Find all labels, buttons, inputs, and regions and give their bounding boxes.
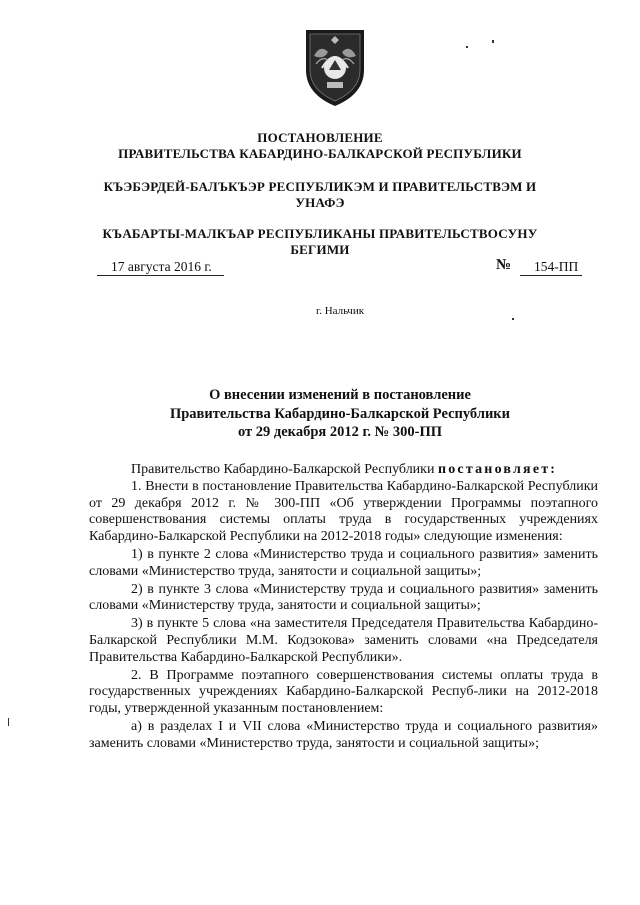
scan-speck xyxy=(466,46,468,48)
coat-of-arms-emblem xyxy=(300,26,370,108)
kabardian-heading-line1: КЪЭБЭРДЕЙ-БАЛЪКЪЭР РЕСПУБЛИКЭМ И ПРАВИТЕЛЬСТВЭМ И xyxy=(103,179,537,194)
document-body xyxy=(89,462,598,753)
title-line2: Правительства Кабардино-Балкарской Республики xyxy=(169,405,511,422)
paragraph-2: 2. В Программе поэтапного совершенствования системы оплаты труда в государственных учреждениях Кабардино-Балкарской Респуб-лики на 2012-2018 годы, утвержденной указанным постановлением: xyxy=(89,667,598,717)
balkar-heading-line2: БЕГИМИ xyxy=(290,242,350,257)
document-title xyxy=(0,386,640,442)
scan-speck xyxy=(512,318,514,320)
paragraph-1-item-2: 2) в пункте 3 слова «Министерству труда и социального развития» заменить словами «Министерству труда, занятости и социальной защиты»; xyxy=(89,581,598,614)
scan-speck xyxy=(8,718,9,726)
document-date: 17 августа 2016 г. xyxy=(97,259,224,276)
scan-speck xyxy=(492,40,494,43)
paragraph-2-item-a: а) в разделах I и VII слова «Министерство труда и социального развития» заменить словами «Министерство труда, занятости и социальной защиты»; xyxy=(89,718,598,751)
paragraph-1: 1. Внести в постановление Правительства Кабардино-Балкарской Республики от 29 декабря 2012 г. № 300-ПП «Об утверждении Программы поэтапного совершенствования системы оплаты труда в государственных учреждениях Кабардино-Балкарской Республики на 2012-2018 годы» следующие изменения: xyxy=(89,478,598,545)
title-line1: О внесении изменений в постановление xyxy=(209,387,471,403)
preamble-verb: постановляет: xyxy=(437,462,558,477)
government-heading: ПРАВИТЕЛЬСТВА КАБАРДИНО-БАЛКАРСКОЙ РЕСПУБЛИКИ xyxy=(118,146,522,161)
title-line3: от 29 декабря 2012 г. № 300-ПП xyxy=(237,424,443,440)
balkar-heading-line1: КЪАБАРТЫ-МАЛКЪАР РЕСПУБЛИКАНЫ ПРАВИТЕЛЬСТВОСУНУ xyxy=(102,226,538,241)
number-label: № xyxy=(496,257,512,273)
doc-type-heading: ПОСТАНОВЛЕНИЕ xyxy=(257,130,383,145)
city: г. Нальчик xyxy=(315,305,365,317)
kabardian-heading-line2: УНАФЭ xyxy=(295,195,345,210)
preamble-text: Правительство Кабардино-Балкарской Республики xyxy=(131,462,438,477)
document-number: 154-ПП xyxy=(520,259,582,276)
preamble xyxy=(89,462,598,479)
paragraph-1-item-3: 3) в пункте 5 слова «на заместителя Председателя Правительства Кабардино-Балкарской Республики М.М. Кодзокова» заменить словами «на Председателя Правительства Кабардино-Балкарской Республики». xyxy=(89,616,598,665)
paragraph-1-item-1: 1) в пункте 2 слова «Министерство труда и социального развития» заменить словами «Министерство труда, занятости и социальной защиты»; xyxy=(89,546,598,579)
